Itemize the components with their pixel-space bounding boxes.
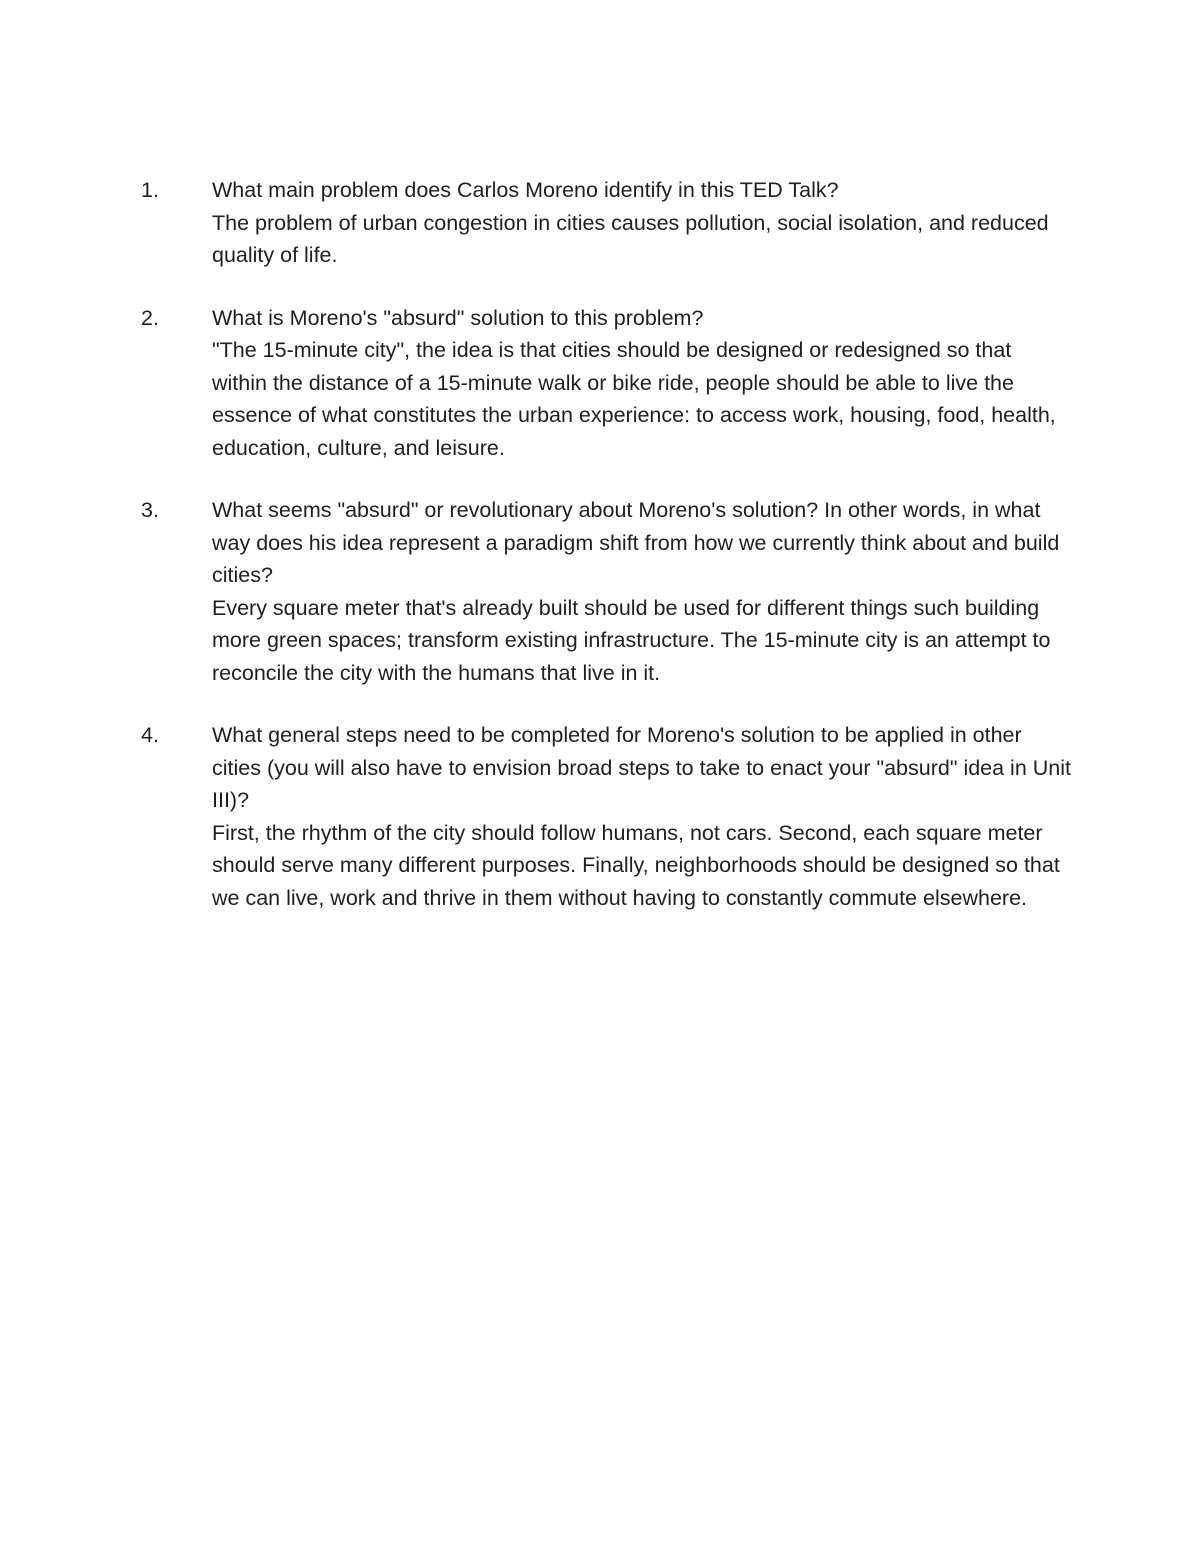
question-number: 3. — [141, 498, 159, 522]
answer-text: First, the rhythm of the city should follow humans, not cars. Second, each square meter should serve many different purposes. Finally, neighborhoods should be designed so that we can live, work and thrive in them without having to constantly commute elsewhere. — [212, 820, 1060, 910]
question-text: What seems "absurd" or revolutionary about Moreno's solution? In other words, in what way does his idea represent a paradigm shift from how we currently think about and build cities? — [212, 498, 1060, 587]
question-text: What is Moreno's "absurd" solution to this problem? — [212, 305, 704, 330]
question-item-3 — [141, 494, 1071, 689]
question-number: 2. — [141, 305, 159, 330]
question-body — [212, 719, 1071, 914]
question-number: 1. — [141, 178, 159, 202]
answer-text: Every square meter that's already built should be used for different things such building more green spaces; transform existing infrastructure. The 15-minute city is an attempt to reconcile the city with the humans that live in it. — [212, 595, 1051, 685]
question-text: What general steps need to be completed for Moreno's solution to be applied in other cities (you will also have to envision broad steps to take to enact your "absurd" idea in Unit III)? — [212, 723, 1072, 812]
question-text: What main problem does Carlos Moreno identify in this TED Talk? — [212, 178, 839, 202]
answer-text: The problem of urban congestion in cities causes pollution, social isolation, and reduced quality of life. — [212, 210, 1049, 267]
question-item-4 — [141, 719, 1071, 914]
question-item-2 — [141, 302, 1071, 465]
question-list — [141, 174, 1071, 944]
question-body — [212, 494, 1071, 689]
question-item-1 — [141, 174, 1071, 272]
question-number: 4. — [141, 723, 159, 747]
answer-text: "The 15-minute city", the idea is that cities should be designed or redesigned so that within the distance of a 15-minute walk or bike ride, people should be able to live the essence of what constitutes the urban experience: to access work, housing, food, health, education, culture, and leisure. — [212, 338, 1056, 460]
question-body — [212, 302, 1071, 465]
question-body — [212, 174, 1071, 272]
